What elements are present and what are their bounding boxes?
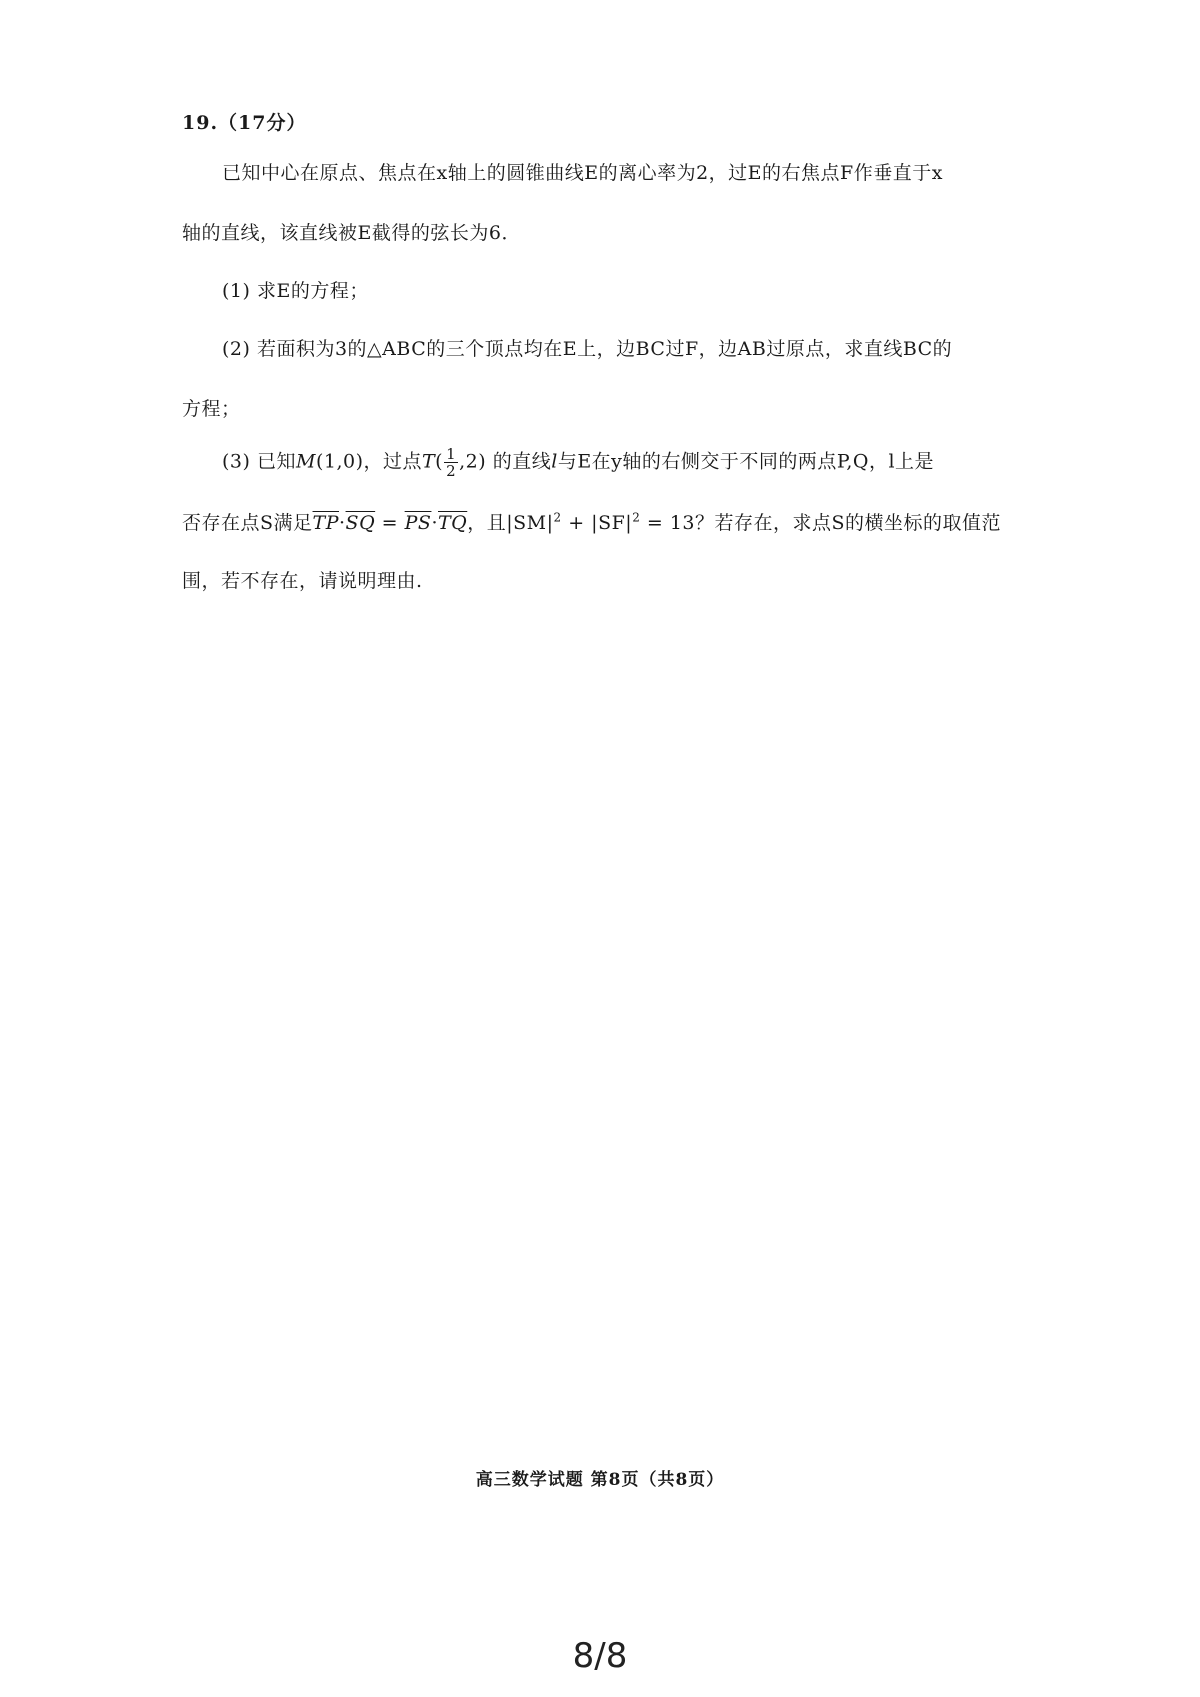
line-l: l xyxy=(551,450,558,473)
point-m: M xyxy=(295,450,316,473)
equals-sign: = xyxy=(375,512,405,534)
part-2-line-2: 方程； xyxy=(182,398,241,420)
question-stem-line-1: 已知中心在原点、焦点在x轴上的圆锥曲线E的离心率为2，过E的右焦点F作垂直于x xyxy=(222,162,943,184)
condition-sf: + |SF| xyxy=(561,512,633,534)
vector-sq: $\overline{SQ}$ xyxy=(345,512,376,534)
vector-tq: $\overline{TQ}$ xyxy=(438,512,468,534)
part-3-line-2 xyxy=(182,508,1001,535)
point-t: T xyxy=(421,450,436,473)
part-3-line-2-rest: = 13？若存在，求点S的横坐标的取值范 xyxy=(640,512,1002,534)
condition-sm: ，且|SM| xyxy=(467,512,554,534)
part-3-line-1 xyxy=(222,446,934,479)
fraction-one-half xyxy=(444,446,458,479)
dot-operator-2: · xyxy=(431,512,438,534)
vector-tp: $\overline{TP}$ xyxy=(312,512,339,534)
dot-operator-1: · xyxy=(339,512,346,534)
question-stem-line-2: 轴的直线，该直线被E截得的弦长为6． xyxy=(182,222,521,244)
part-3-line-3: 围，若不存在，请说明理由. xyxy=(182,570,423,592)
page-footer: 高三数学试题 第8页（共8页） xyxy=(475,1470,725,1490)
question-number: 19.（17分） xyxy=(182,112,307,134)
fraction-denominator: 2 xyxy=(446,462,457,480)
paren-open: ( xyxy=(435,450,444,473)
part-3-line-1-rest: 与E在y轴的右侧交于不同的两点P,Q，l上是 xyxy=(557,450,935,473)
vector-ps: $\overline{PS}$ xyxy=(404,512,432,534)
part-3-line-2-prefix: 否存在点S满足 xyxy=(182,512,313,534)
page-indicator: 8/8 xyxy=(572,1636,628,1676)
exponent-2: 2 xyxy=(632,510,641,525)
point-t-rest: ,2) 的直线 xyxy=(459,450,552,473)
part-3-prefix: (3) 已知 xyxy=(222,450,296,473)
fraction-numerator: 1 xyxy=(446,445,457,463)
part-1-text: (1) 求E的方程； xyxy=(222,280,369,302)
part-2-line-1: (2) 若面积为3的△ABC的三个顶点均在E上，边BC过F，边AB过原点，求直线BC的 xyxy=(222,338,953,360)
point-m-coords: (1,0)，过点 xyxy=(315,450,422,473)
exponent-1: 2 xyxy=(553,510,562,525)
